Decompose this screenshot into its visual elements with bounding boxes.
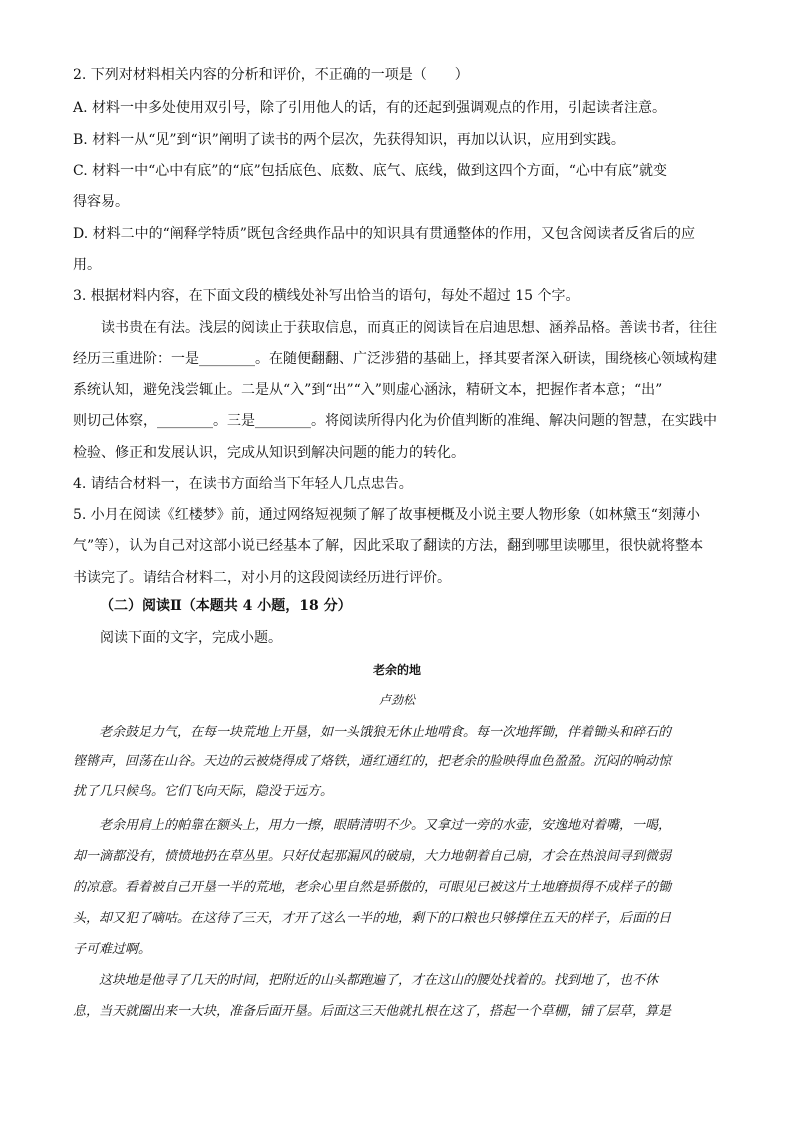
story-p2-line-1: 老余用肩上的帕靠在额头上，用力一擦，眼睛清明不少。又拿过一旁的水壶，安逸地对着嘴，一喝， [99,818,672,833]
story-p2-line-2: 却一滴都没有，愤愤地扔在草丛里。只好仗起那漏风的破扇，大力地朝着自己扇，才会在热浪间寻到微弱 [73,849,672,864]
story-p1-line-1: 老余鼓足力气，在每一块荒地上开垦，如一头饿狼无休止地啃食。每一次地挥锄，伴着锄头和碎石的 [99,725,672,740]
story-paragraph-1 [73,718,723,748]
story-p2-line-5: 子可难过啊。 [73,942,152,957]
question-3-paragraph-line-4: 则切己体察，________。三是________。将阅读所得内化为价值判断的准绳、解决问题的智慧，在实践中 [73,413,717,429]
story-paragraph-3 [73,966,723,996]
question-2-option-d-line-1: D. 材料二中的“阐释学特质”既包含经典作品中的知识具有贯通整体的作用，又包含阅读者反省后的应 [73,226,695,242]
story-author: 卢劲松 [378,693,415,707]
question-2-option-d-line-2: 用。 [73,257,101,273]
story-paragraph-2 [73,811,723,841]
question-3-paragraph-line-5: 检验、修正和发展认识，完成从知识到解决问题的能力的转化。 [73,445,465,461]
question-2-option-a: A. 材料一中多处使用双引号，除了引用他人的话，有的还起到强调观点的作用，引起读者注意。 [73,100,667,116]
question-2-option-c-line-2: 得容易。 [73,194,129,210]
question-2-option-b: B. 材料一从“见”到“识”阐明了读书的两个层次，先获得知识，再加以认识，应用到实践。 [73,132,625,148]
question-3-stem: 3. 根据材料内容，在下面文段的横线处补写出恰当的语句，每处不超过 15 个字。 [73,288,580,304]
story-title: 老余的地 [372,663,421,677]
question-3-paragraph-line-2: 经历三重进阶：一是________。在随便翻翻、广泛涉猎的基础上，择其要者深入研读，围绕核心领域构建 [73,351,717,367]
story-p3-line-2: 息，当天就圈出来一大块，准备后面开垦。后面这三天他就扎根在这了，搭起一个草棚，铺了层草，算是 [73,1004,672,1019]
story-p1-line-3: 扰了几只候鸟。它们飞向天际，隐没于远方。 [73,784,334,799]
question-3-paragraph-line-1: 读书贵在有法。浅层的阅读止于获取信息，而真正的阅读旨在启迪思想、涵养品格。善读书者，往往 [101,320,717,336]
question-5-line-3: 书读完了。请结合材料二，对小月的这段阅读经历进行评价。 [73,570,451,586]
story-p2-line-3: 的凉意。看着被自己开垦一半的荒地，老余心里自然是骄傲的，可眼见已被这片土地磨损得不成样子的锄 [73,880,672,895]
question-2-option-c-line-1: C. 材料一中“心中有底”的“底”包括底色、底数、底气、底线，做到这四个方面，“心中有底”就变 [73,163,668,179]
section-heading: （二）阅读Ⅱ（本题共 4 小题，18 分） [100,598,352,614]
story-p3-line-1: 这块地是他寻了几天的时间，把附近的山头都跑遍了，才在这山的腰处找着的。找到地了，也不休 [99,973,659,988]
question-5-line-1: 5. 小月在阅读《红楼梦》前，通过网络短视频了解了故事梗概及小说主要人物形象（如林黛玉“刻薄小 [73,507,700,523]
story-p1-line-2: 铿锵声，回荡在山谷。天边的云被烧得成了烙铁，通红通红的，把老余的脸映得血色盈盈。沉闷的响动惊 [73,754,672,769]
section-instruction: 阅读下面的文字，完成小题。 [100,630,282,646]
question-2-stem: 2. 下列对材料相关内容的分析和评价，不正确的一项是（ ） [73,67,469,83]
question-4-stem: 4. 请结合材料一，在读书方面给当下年轻人几点忠告。 [73,476,413,492]
question-5-line-2: 气”等），认为自己对这部小说已经基本了解，因此采取了翻读的方法，翻到哪里读哪里，很快就将整本 [73,538,704,554]
story-p2-line-4: 头，却又犯了嘀咕。在这待了三天，才开了这么一半的地，剩下的口粮也只够撑住五天的样子，后面的日 [73,911,672,926]
question-3-paragraph-line-3: 系统认知，避免浅尝辄止。二是从“入”到“出”“入”则虚心涵泳，精研文本，把握作者本意；“出” [73,382,663,398]
